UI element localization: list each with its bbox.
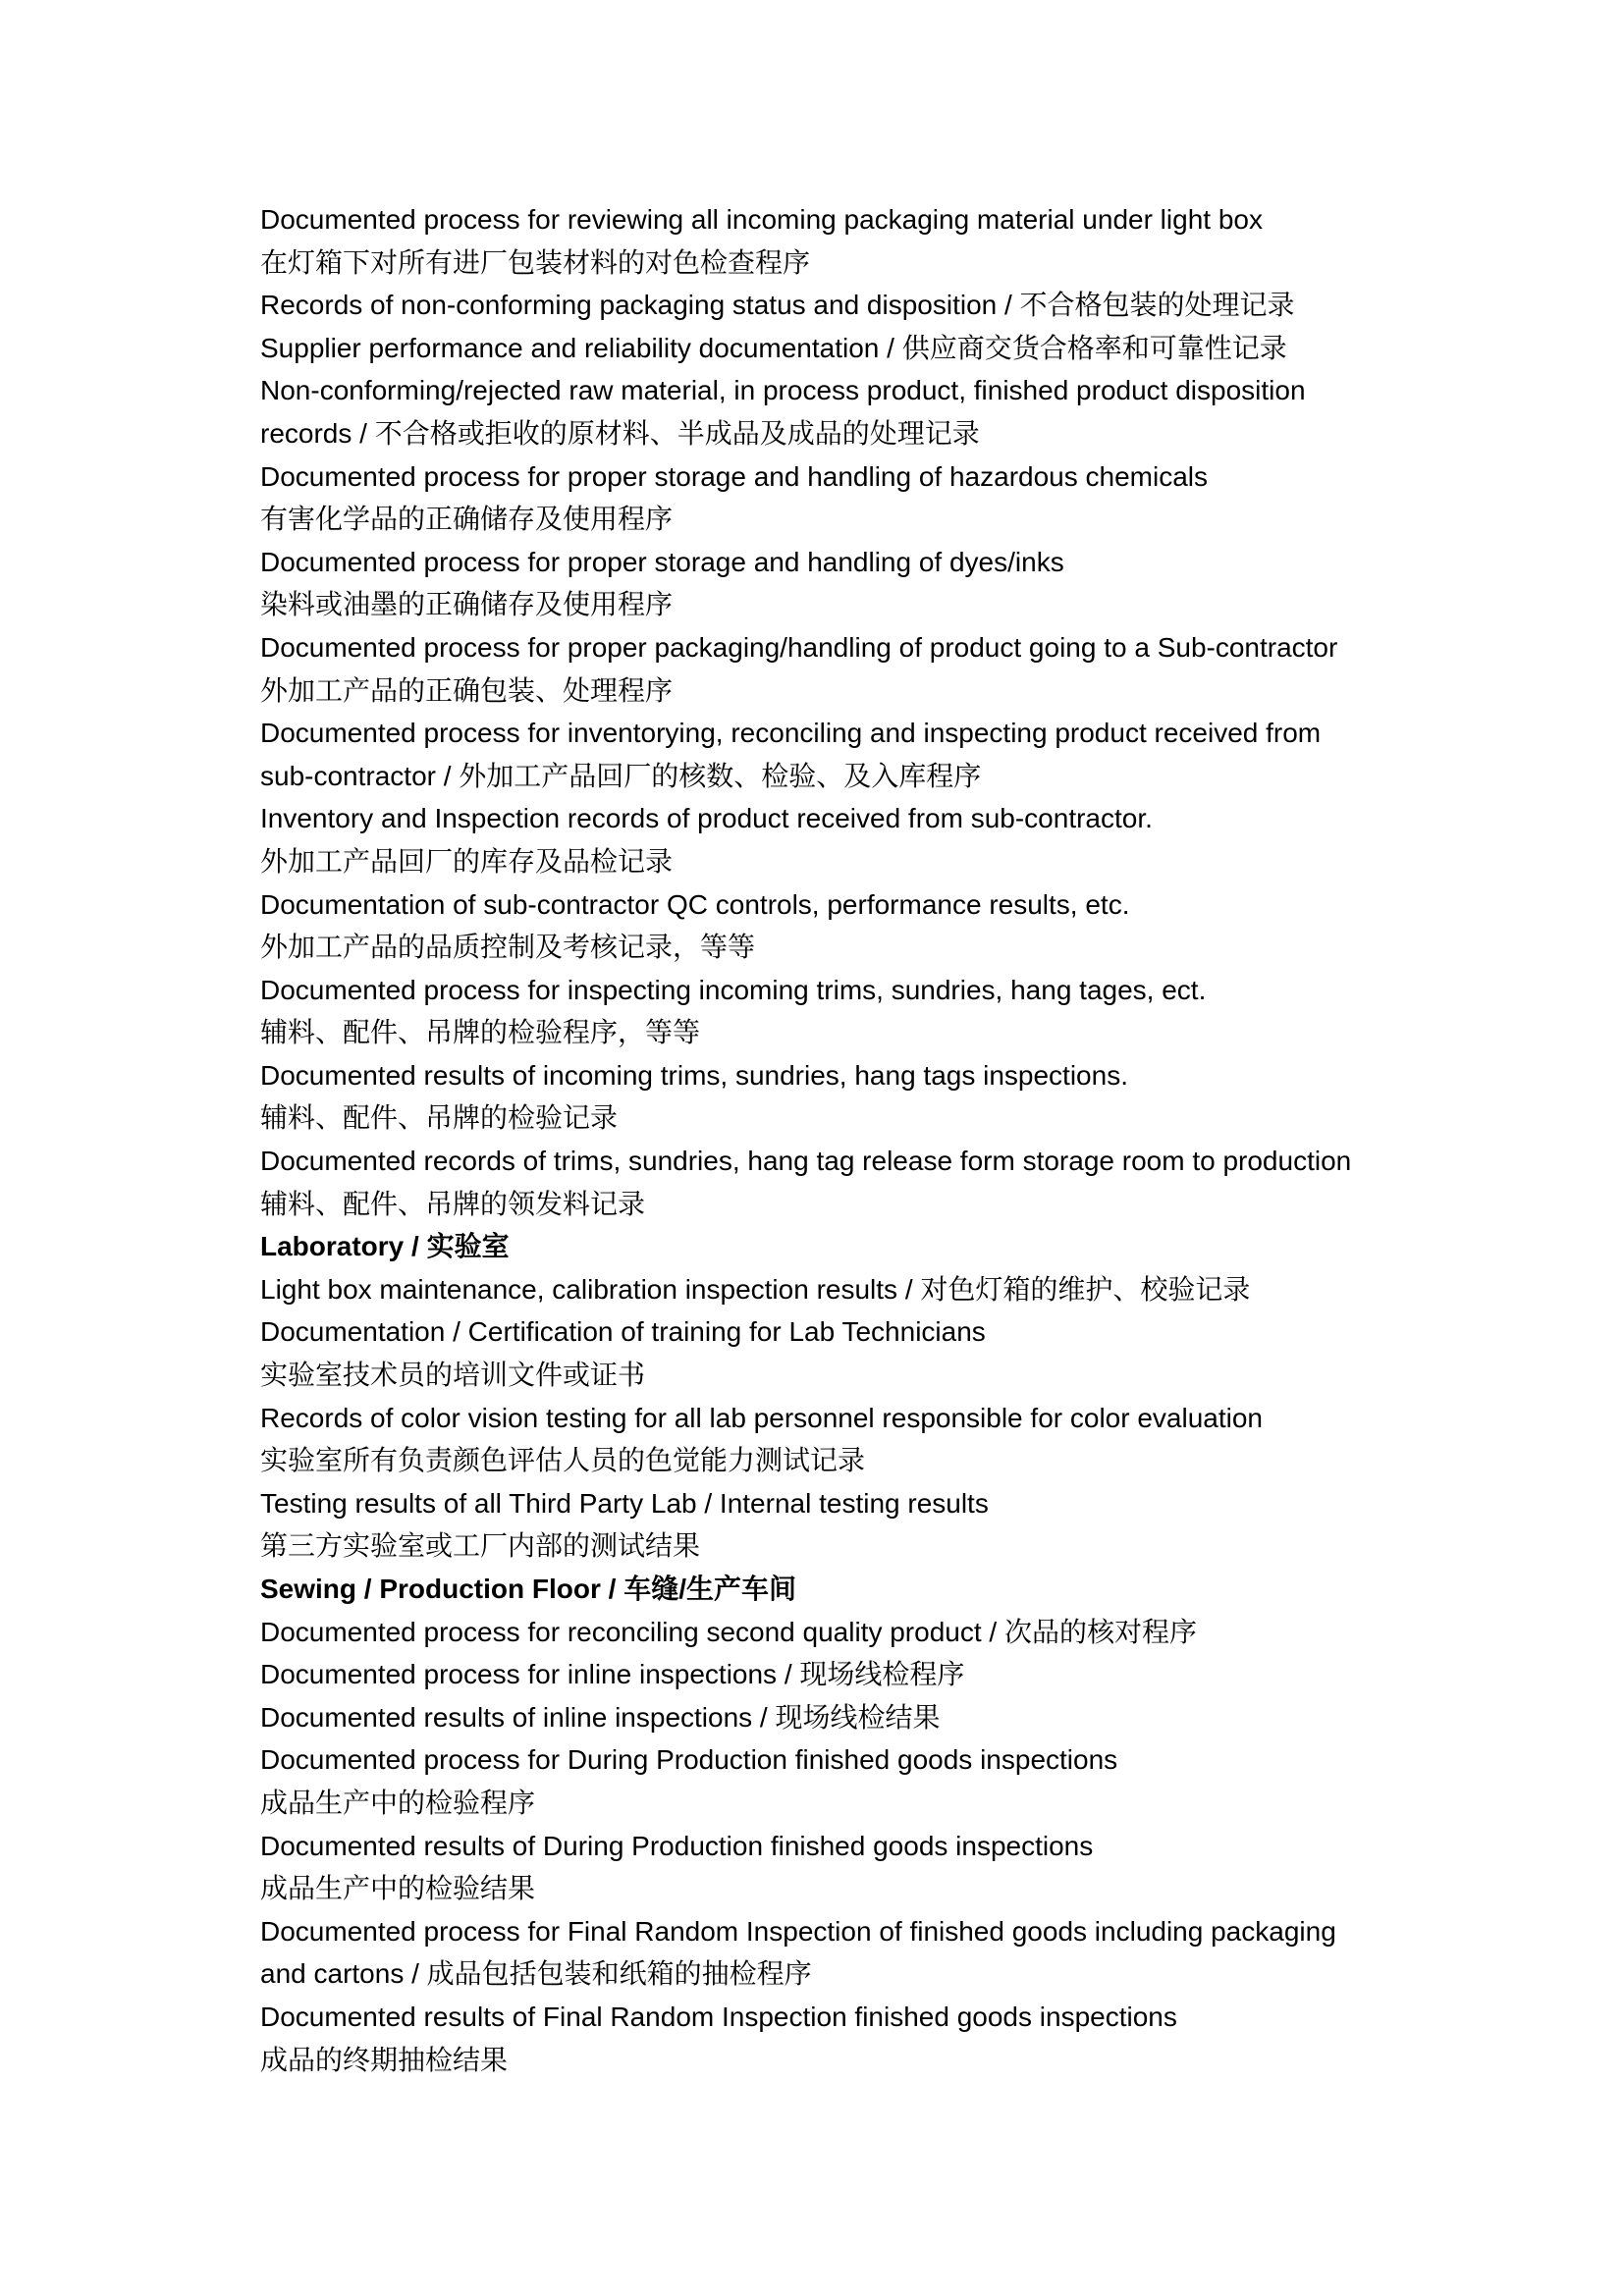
document-line: 在灯箱下对所有进厂包装材料的对色检查程序 bbox=[260, 246, 811, 278]
document-line: 有害化学品的正确储存及使用程序 bbox=[260, 504, 674, 535]
document-line: Documented process for proper storage and handling of dyes/inks bbox=[260, 546, 1064, 577]
document-line: 第三方实验室或工厂内部的测试结果 bbox=[260, 1530, 701, 1562]
document-line: Non-conforming/rejected raw material, in process product, finished product disposition bbox=[260, 375, 1306, 406]
document-line: Testing results of all Third Party Lab / Internal testing results bbox=[260, 1487, 989, 1519]
document-line: Documented process for reviewing all incoming packaging material under light box bbox=[260, 204, 1263, 235]
document-line: Documented process for inventorying, reconciling and inspecting product received from bbox=[260, 718, 1322, 749]
section-heading: Laboratory / 实验室 bbox=[260, 1231, 510, 1262]
document-line: 外加工产品的品质控制及考核记录，等等 bbox=[260, 932, 756, 963]
document-line: Documented process for inline inspections / 现场线检程序 bbox=[260, 1659, 965, 1690]
document-line: Documented process for Final Random Inspection of finished goods including packaging bbox=[260, 1915, 1336, 1947]
section-heading: Sewing / Production Floor / 车缝/生产车间 bbox=[260, 1574, 797, 1604]
document-line: Documented records of trims, sundries, hang tag release form storage room to production bbox=[260, 1146, 1352, 1177]
document-line: 辅料、配件、吊牌的检验记录 bbox=[260, 1102, 619, 1134]
document-line: Documented results of inline inspections / 现场线检结果 bbox=[260, 1701, 941, 1733]
document-line: 外加工产品的正确包装、处理程序 bbox=[260, 674, 674, 706]
document-line: 实验室所有负责颜色评估人员的色觉能力测试记录 bbox=[260, 1445, 866, 1476]
document-line: Supplier performance and reliability documentation / 供应商交货合格率和可靠性记录 bbox=[260, 332, 1287, 363]
document-line: Records of non-conforming packaging status and disposition / 不合格包装的处理记录 bbox=[260, 290, 1295, 321]
document-line: Documented process for During Production finished goods inspections bbox=[260, 1744, 1118, 1776]
document-line: Documentation of sub-contractor QC controls, performance results, etc. bbox=[260, 888, 1130, 920]
document-line: and cartons / 成品包括包装和纸箱的抽检程序 bbox=[260, 1958, 812, 1990]
document-line: Inventory and Inspection records of product received from sub-contractor. bbox=[260, 803, 1153, 834]
document-line: 成品生产中的检验程序 bbox=[260, 1787, 536, 1818]
document-line: 成品的终期抽检结果 bbox=[260, 2044, 509, 2075]
document-line: 染料或油墨的正确储存及使用程序 bbox=[260, 589, 674, 620]
document-line: 外加工产品回厂的库存及品检记录 bbox=[260, 845, 674, 877]
document-line: Records of color vision testing for all lab personnel responsible for color evaluation bbox=[260, 1402, 1263, 1433]
document-line: Light box maintenance, calibration inspection results / 对色灯箱的维护、校验记录 bbox=[260, 1273, 1251, 1305]
document-line: Documented results of incoming trims, sundries, hang tags inspections. bbox=[260, 1059, 1128, 1091]
document-line: Documented process for proper packaging/handling of product going to a Sub-contractor bbox=[260, 631, 1338, 663]
document-page bbox=[260, 198, 1399, 2081]
document-line: sub-contractor / 外加工产品回厂的核数、检验、及入库程序 bbox=[260, 760, 982, 791]
document-line: Documented results of Final Random Inspection finished goods inspections bbox=[260, 2001, 1177, 2032]
document-line: 辅料、配件、吊牌的检验程序，等等 bbox=[260, 1017, 701, 1048]
document-line: records / 不合格或拒收的原材料、半成品及成品的处理记录 bbox=[260, 417, 980, 449]
document-line: 成品生产中的检验结果 bbox=[260, 1873, 536, 1904]
document-line: Documented process for reconciling second quality product / 次品的核对程序 bbox=[260, 1616, 1197, 1647]
document-line: 实验室技术员的培训文件或证书 bbox=[260, 1360, 646, 1391]
document-line: Documentation / Certification of training for Lab Technicians bbox=[260, 1316, 986, 1348]
document-line: Documented process for inspecting incoming trims, sundries, hang tages, ect. bbox=[260, 974, 1207, 1005]
document-line: Documented results of During Production finished goods inspections bbox=[260, 1830, 1094, 1861]
document-line: Documented process for proper storage and handling of hazardous chemicals bbox=[260, 460, 1209, 492]
document-line: 辅料、配件、吊牌的领发料记录 bbox=[260, 1188, 646, 1219]
